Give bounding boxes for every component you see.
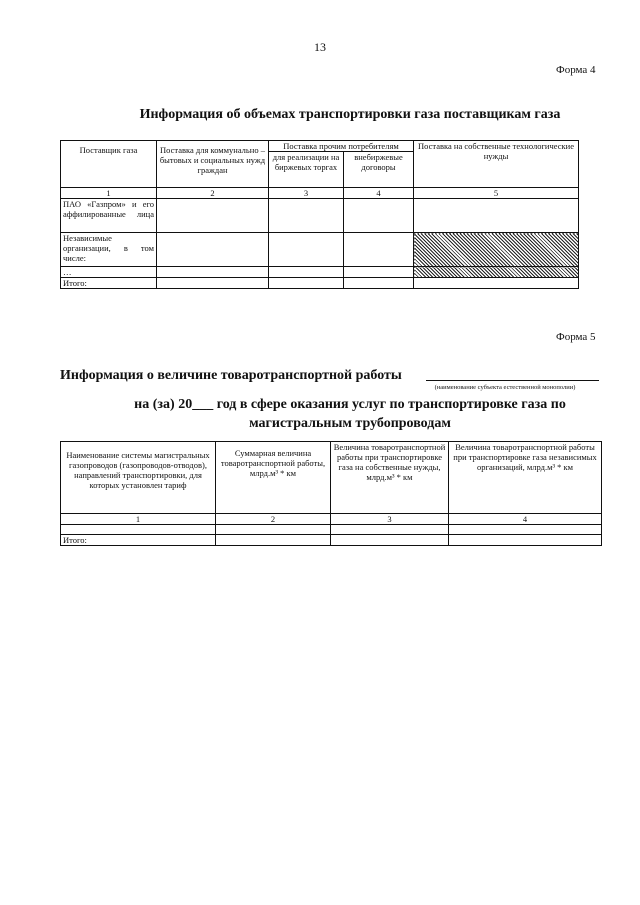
header-system-name: Наименование системы магистральных газопроводов (газопроводов-отводов), направлений транспортировки, для которых установлен тариф <box>61 442 216 514</box>
table-row <box>61 278 579 289</box>
form5-title-line1: Информация о величине товаротранспортной работы <box>60 368 402 383</box>
form4-label: Форма 4 <box>556 64 596 76</box>
header-supplier: Поставщик газа <box>61 141 157 188</box>
header-off-exchange: внебиржевые договоры <box>344 152 414 188</box>
page-number: 13 <box>314 40 326 54</box>
row-label-total: Итого: <box>61 278 157 289</box>
hatched-cell <box>414 233 579 267</box>
form4-table <box>60 140 579 289</box>
table-cell <box>331 525 449 535</box>
col-number: 1 <box>61 514 216 525</box>
header-own-needs-work: Величина товаротранспортной работы при транспортировке газа на собственные нужды, млрд.м³ * км <box>331 442 449 514</box>
col-number: 2 <box>216 514 331 525</box>
form5-title-line2: на (за) 20___ год в сфере оказания услуг по транспортировке газа по <box>134 397 566 412</box>
table-cell <box>216 525 331 535</box>
table-row <box>61 199 579 233</box>
col-number: 4 <box>449 514 602 525</box>
table-cell <box>414 199 579 233</box>
form5-table <box>60 441 602 546</box>
table-cell <box>344 233 414 267</box>
table-row <box>61 267 579 278</box>
form5-title-line3: магистральным трубопроводам <box>249 416 451 431</box>
table-cell <box>344 199 414 233</box>
col-number: 3 <box>269 188 344 199</box>
table-cell <box>449 525 602 535</box>
header-other-consumers: Поставка прочим потребителям <box>269 141 414 152</box>
table-cell <box>157 278 269 289</box>
row-label-total: Итого: <box>61 535 216 546</box>
table-cell <box>269 267 344 278</box>
col-number: 1 <box>61 188 157 199</box>
table-row <box>61 525 602 535</box>
table-cell <box>269 278 344 289</box>
table-cell <box>344 267 414 278</box>
table-row <box>61 535 602 546</box>
header-total-work: Суммарная величина товаротранспортной работы, млрд.м³ * км <box>216 442 331 514</box>
table-cell <box>216 535 331 546</box>
header-independent-work: Величина товаротранспортной работы при транспортировке газа независимых организаций, млрд.м³ * км <box>449 442 602 514</box>
header-own-needs: Поставка на собственные технологические нужды <box>414 141 579 188</box>
monopoly-name-caption: (наименование субъекта естественной монополии) <box>434 384 576 391</box>
table-cell <box>269 233 344 267</box>
col-number: 5 <box>414 188 579 199</box>
table-cell <box>61 525 216 535</box>
table-cell <box>449 535 602 546</box>
form4-title: Информация об объемах транспортировки газа поставщикам газа <box>139 107 561 122</box>
row-label-ellipsis: … <box>61 267 157 278</box>
table-cell <box>157 267 269 278</box>
header-exchange: для реализации на биржевых торгах <box>269 152 344 188</box>
hatched-cell <box>414 267 579 278</box>
table-row <box>61 233 579 267</box>
table-cell <box>414 278 579 289</box>
monopoly-name-line <box>426 380 599 381</box>
table-cell <box>157 233 269 267</box>
col-number: 3 <box>331 514 449 525</box>
row-label-gazprom: ПАО «Газпром» и его аффилированные лица <box>61 199 157 233</box>
col-number: 4 <box>344 188 414 199</box>
table-cell <box>331 535 449 546</box>
form5-label: Форма 5 <box>556 331 596 343</box>
table-cell <box>157 199 269 233</box>
header-communal: Поставка для коммунально – бытовых и социальных нужд граждан <box>157 141 269 188</box>
table-cell <box>344 278 414 289</box>
col-number: 2 <box>157 188 269 199</box>
table-cell <box>269 199 344 233</box>
row-label-independent: Независимые организации, в том числе: <box>61 233 157 267</box>
